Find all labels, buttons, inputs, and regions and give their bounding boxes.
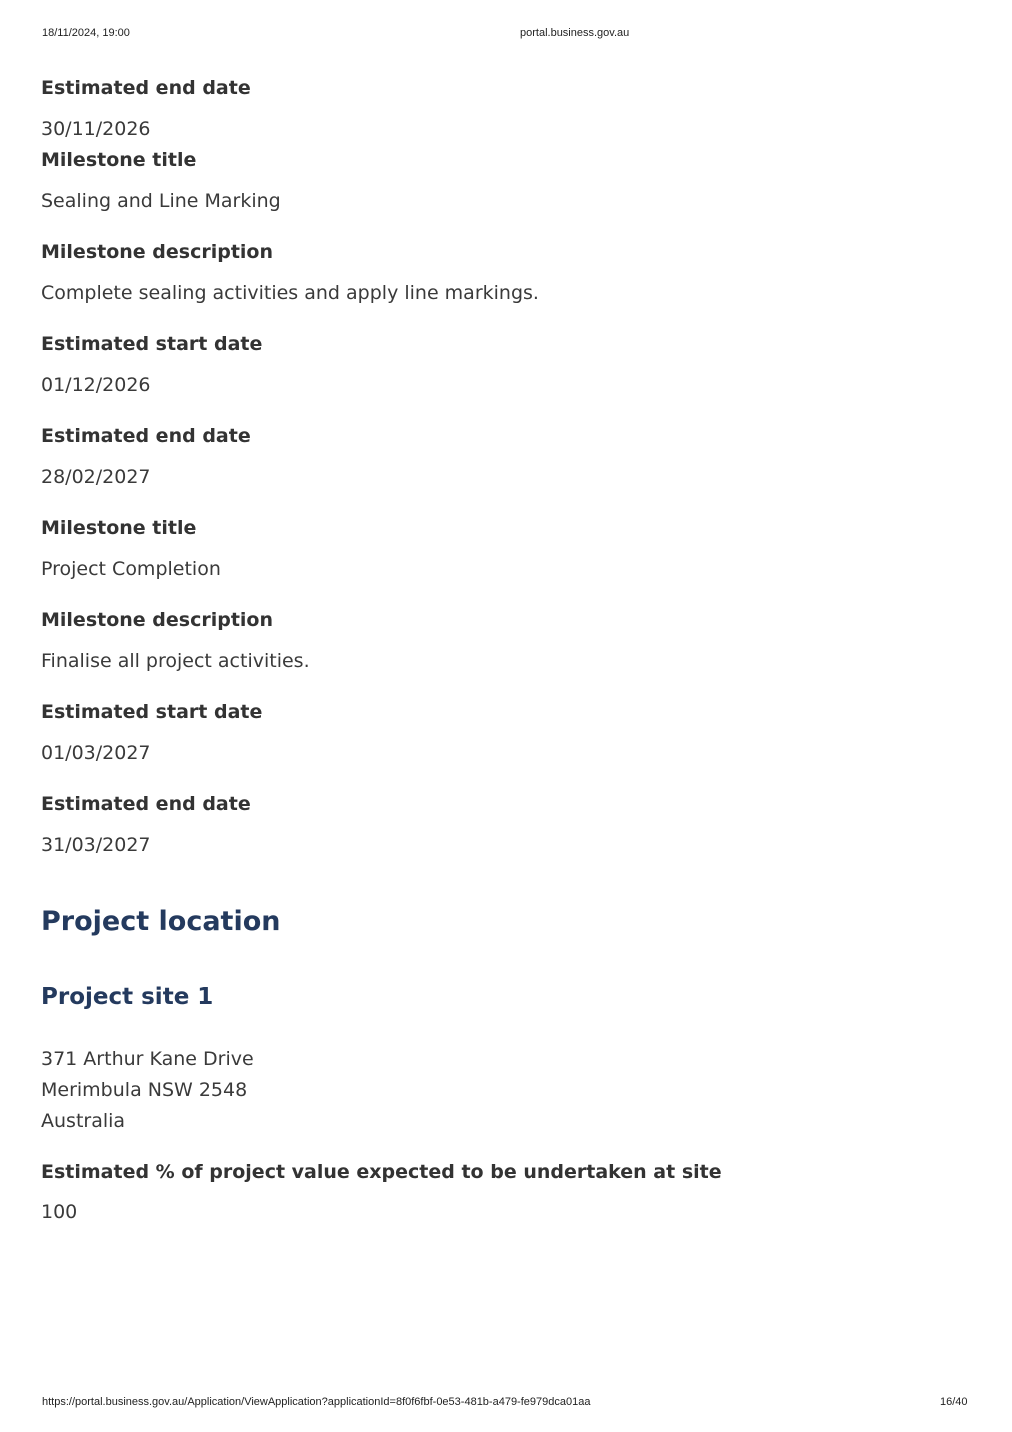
print-header [0,27,1012,43]
milestone-title-label: Milestone title [41,517,197,539]
milestone-description-label: Milestone description [41,241,274,263]
estimated-end-date-value: 30/11/2026 [41,118,151,140]
print-datetime: 18/11/2024, 19:00 [42,27,130,39]
print-site-name: portal.business.gov.au [520,27,630,39]
estimated-end-date-label: Estimated end date [41,425,251,447]
address-street: 371 Arthur Kane Drive [41,1048,254,1070]
print-footer [0,1396,1012,1412]
estimated-end-date-value: 31/03/2027 [41,834,151,856]
project-value-percent-label: Estimated % of project value expected to be undertaken at site [41,1161,722,1183]
estimated-end-date-label: Estimated end date [41,793,251,815]
estimated-start-date-value: 01/12/2026 [41,374,151,396]
milestone-title-value: Sealing and Line Marking [41,190,281,212]
page-number: 16/40 [940,1396,968,1408]
milestone-description-value: Finalise all project activities. [41,650,310,672]
estimated-end-date-value: 28/02/2027 [41,466,151,488]
estimated-end-date-label: Estimated end date [41,77,251,99]
print-url: https://portal.business.gov.au/Application/ViewApplication?applicationId=8f0f6fbf-0e53-481b-a479-fe979dca01aa [42,1396,591,1408]
address-country: Australia [41,1110,126,1132]
project-value-percent-value: 100 [41,1201,78,1223]
milestone-description-label: Milestone description [41,609,274,631]
project-site-heading: Project site 1 [41,984,214,1010]
estimated-start-date-label: Estimated start date [41,333,263,355]
milestone-description-value: Complete sealing activities and apply line markings. [41,282,539,304]
estimated-start-date-value: 01/03/2027 [41,742,151,764]
estimated-start-date-label: Estimated start date [41,701,263,723]
site-address [41,1044,254,1137]
milestone-title-label: Milestone title [41,149,197,171]
address-suburb: Merimbula NSW 2548 [41,1079,248,1101]
milestone-title-value: Project Completion [41,558,221,580]
project-location-heading: Project location [41,906,281,937]
